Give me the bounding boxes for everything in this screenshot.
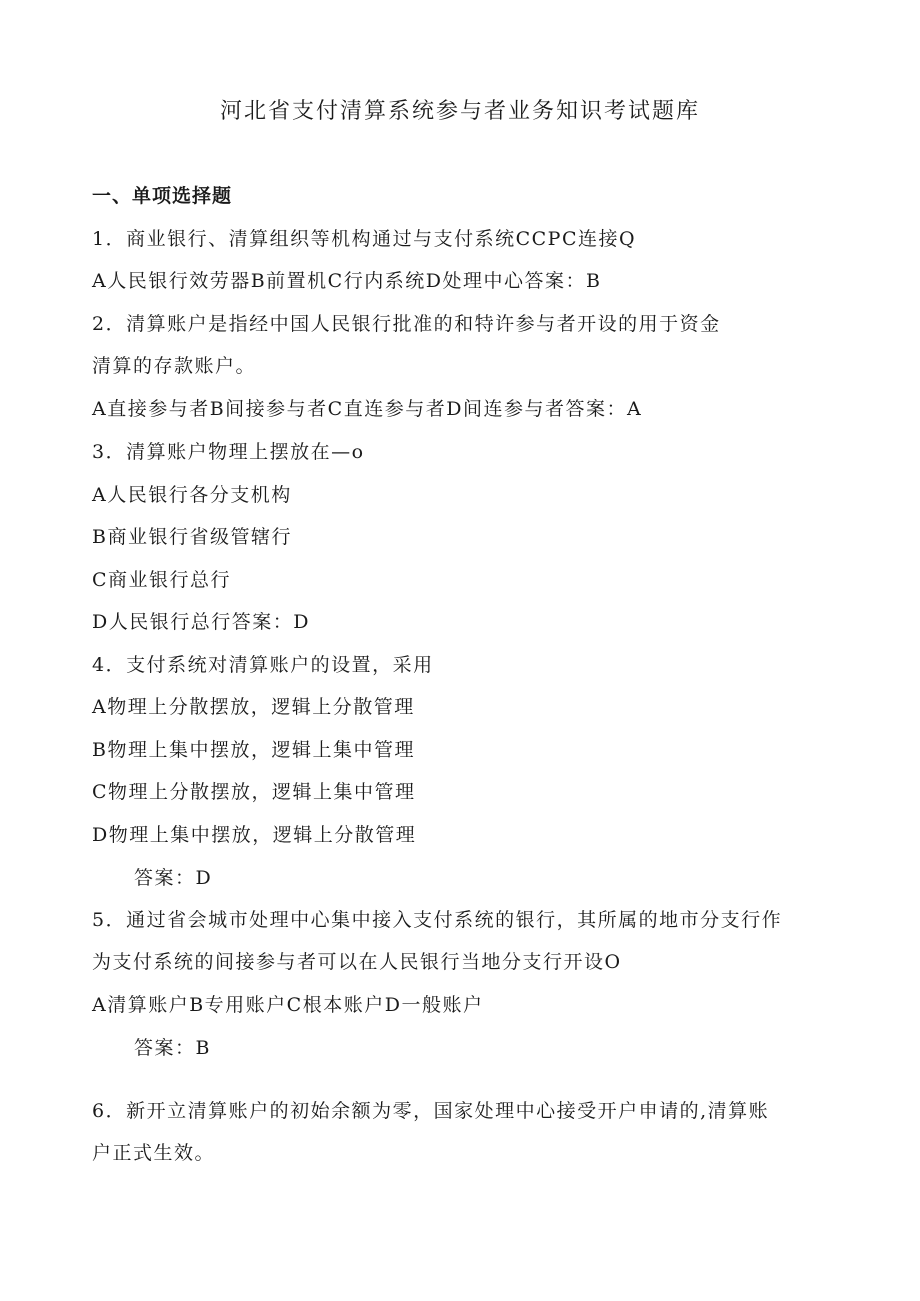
question-3-option-d-answer: D人民银行总行答案：D: [92, 611, 310, 633]
document-title: 河北省支付清算系统参与者业务知识考试题库: [219, 99, 700, 124]
question-3-option-a: A人民银行各分支机构: [92, 484, 292, 506]
question-1-stem: 1．商业银行、清算组织等机构通过与支付系统CCPC连接Q: [92, 228, 637, 250]
question-5-answer: 答案：B: [134, 1037, 211, 1059]
question-3-option-c: C商业银行总行: [92, 569, 232, 591]
question-4-option-b: B物理上集中摆放，逻辑上集中管理: [92, 739, 415, 761]
section-heading: 一、单项选择题: [92, 185, 233, 207]
question-5-stem: 5．通过省会城市处理中心集中接入支付系统的银行，其所属的地市分支行作: [92, 909, 783, 931]
question-3-option-b: B商业银行省级管辖行: [92, 526, 292, 548]
question-4-option-d: D物理上集中摆放，逻辑上分散管理: [92, 824, 417, 846]
question-2-options-answer: A直接参与者B间接参与者C直连参与者D间连参与者答案：A: [92, 398, 643, 420]
question-4-option-a: A物理上分散摆放，逻辑上分散管理: [92, 696, 415, 718]
question-6-stem-continued: 户正式生效。: [92, 1142, 216, 1164]
question-5-stem-continued: 为支付系统的间接参与者可以在人民银行当地分支行开设O: [92, 951, 622, 973]
question-4-answer: 答案：D: [134, 867, 213, 889]
question-5-options: A清算账户B专用账户C根本账户D一般账户: [92, 994, 484, 1016]
question-1-options-answer: A人民银行效劳器B前置机C行内系统D处理中心答案：B: [92, 270, 602, 292]
question-4-option-c: C物理上分散摆放，逻辑上集中管理: [92, 781, 416, 803]
question-3-stem: 3．清算账户物理上摆放在—o: [92, 441, 365, 463]
question-4-stem: 4．支付系统对清算账户的设置，采用: [92, 654, 434, 676]
question-2-stem-continued: 清算的存款账户。: [92, 355, 257, 377]
question-2-stem: 2．清算账户是指经中国人民银行批准的和特许参与者开设的用于资金: [92, 313, 721, 335]
question-6-stem: 6．新开立清算账户的初始余额为零，国家处理中心接受开户申请的,清算账: [92, 1100, 770, 1122]
